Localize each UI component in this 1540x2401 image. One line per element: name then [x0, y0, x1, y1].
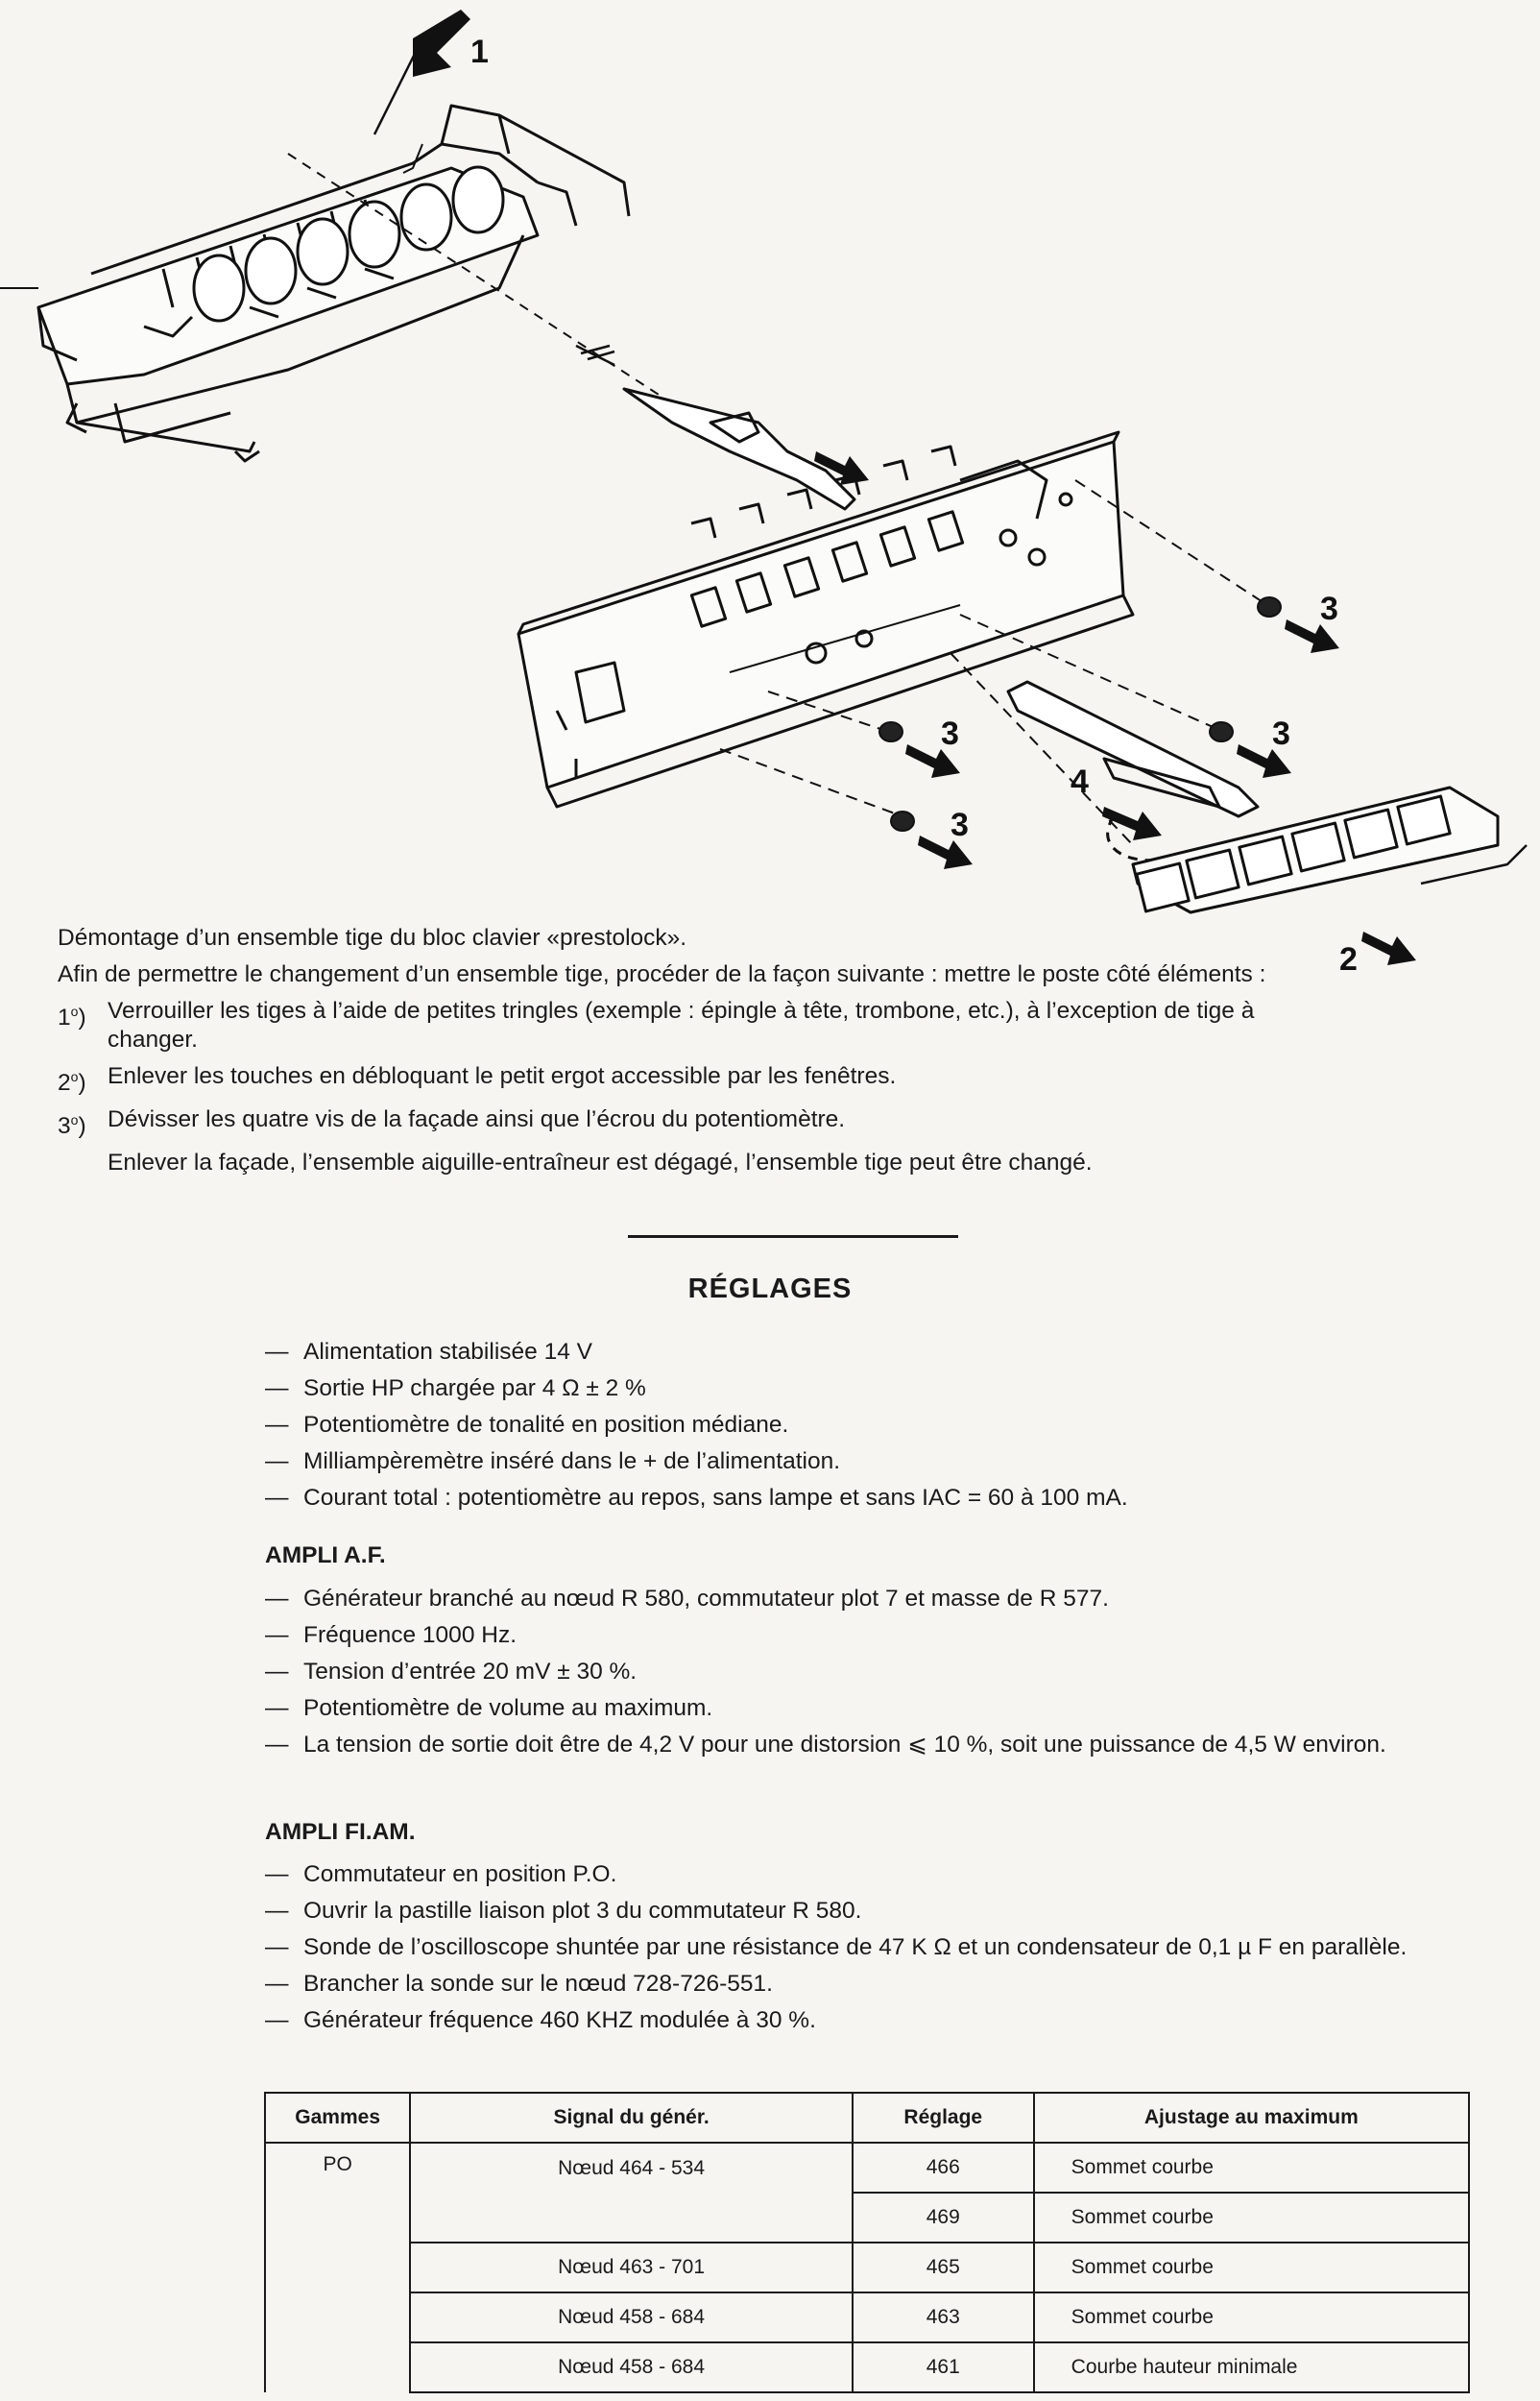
list-item: — Courant total : potentiomètre au repos, sans lampe et sans IAC = 60 à 100 mA. — [265, 1485, 1128, 1511]
list-item: — Brancher la sonde sur le nœud 728-726-551. — [265, 1971, 773, 1997]
callout-3c: 3 — [941, 715, 959, 752]
cell-ajustage: Courbe hauteur minimale — [1034, 2342, 1469, 2392]
step-2 — [58, 1062, 1267, 1098]
bracket-piece — [1008, 682, 1258, 861]
list-item: — La tension de sortie doit être de 4,2 V pour une distorsion ⩽ 10 %, soit une puissance de 4,5 W environ. — [265, 1732, 1386, 1758]
instructions-intro: Afin de permettre le changement d’un ensemble tige, procéder de la façon suivante : mettre le poste côté éléments : — [58, 961, 1266, 987]
list-item: — Sortie HP chargée par 4 Ω ± 2 % — [265, 1375, 646, 1401]
cell-signal: Nœud 458 - 684 — [410, 2342, 853, 2392]
list-item: — Potentiomètre de volume au maximum. — [265, 1695, 713, 1721]
callout-3a: 3 — [1320, 591, 1338, 627]
instructions-final: Enlever la façade, l’ensemble aiguille-entraîneur est dégagé, l’ensemble tige peut être changé. — [108, 1150, 1093, 1176]
step-text: Verrouiller les tiges à l’aide de petites tringles (exemple : épingle à tête, trombone, etc.), à l’exception de tige à changer. — [108, 998, 1255, 1053]
table-row — [265, 2292, 1469, 2342]
table-row — [265, 2193, 1469, 2243]
cell-reglage: 465 — [853, 2243, 1034, 2292]
cell-reglage: 461 — [853, 2342, 1034, 2392]
cell-reglage: 469 — [853, 2193, 1034, 2243]
table-header-row — [265, 2093, 1469, 2143]
cell-signal: Nœud 464 - 534 — [410, 2143, 853, 2193]
ampli-fi-list — [265, 1860, 1484, 2043]
callout-2: 2 — [1339, 941, 1358, 978]
header-reglage: Réglage — [853, 2093, 1034, 2143]
step-number: 3$^o$) — [58, 1112, 86, 1140]
alignment-table — [264, 2092, 1470, 2393]
cell-signal: Nœud 458 - 684 — [410, 2292, 853, 2342]
cell-ajustage: Sommet courbe — [1034, 2143, 1469, 2193]
list-item: — Fréquence 1000 Hz. — [265, 1622, 517, 1648]
step-text: Enlever les touches en débloquant le petit ergot accessible par les fenêtres. — [108, 1063, 897, 1089]
cell-gamme: PO — [265, 2143, 410, 2392]
list-item: — Ouvrir la pastille liaison plot 3 du commutateur R 580. — [265, 1898, 862, 1924]
ampli-fi-title: AMPLI FI.AM. — [265, 1819, 416, 1845]
list-item: — Tension d’entrée 20 mV ± 30 %. — [265, 1659, 638, 1685]
header-signal: Signal du génér. — [410, 2093, 853, 2143]
ampli-af-title: AMPLI A.F. — [265, 1542, 386, 1568]
list-item: — Alimentation stabilisée 14 V — [265, 1339, 592, 1365]
ampli-af-list — [265, 1585, 1484, 1767]
callout-4: 4 — [1071, 764, 1089, 800]
table-row — [265, 2143, 1469, 2193]
cell-signal: Nœud 463 - 701 — [410, 2243, 853, 2292]
callout-3b: 3 — [1272, 715, 1290, 752]
list-item: — Potentiomètre de tonalité en position médiane. — [265, 1412, 789, 1438]
step-3 — [58, 1105, 1267, 1141]
list-item: — Commutateur en position P.O. — [265, 1861, 617, 1887]
header-ajustage: Ajustage au maximum — [1034, 2093, 1469, 2143]
list-item: — Sonde de l’oscilloscope shuntée par une résistance de 47 K Ω et un condensateur de 0,1 µ F en parallèle. — [265, 1934, 1408, 1960]
list-item: — Générateur branché au nœud R 580, commutateur plot 7 et masse de R 577. — [265, 1586, 1109, 1612]
reglages-title: RÉGLAGES — [687, 1273, 853, 1304]
step-text: Dévisser les quatre vis de la façade ainsi que l’écrou du potentiomètre. — [108, 1106, 846, 1133]
section-divider — [628, 1235, 958, 1238]
cell-ajustage: Sommet courbe — [1034, 2292, 1469, 2342]
list-item: — Générateur fréquence 460 KHZ modulée à 30 %. — [265, 2007, 816, 2033]
needle-driver-piece — [624, 389, 854, 509]
callout-3d: 3 — [950, 807, 969, 843]
general-settings-list — [265, 1338, 1484, 1520]
instructions-title: Démontage d’un ensemble tige du bloc clavier «prestolock». — [58, 925, 687, 951]
key-caps-row — [1133, 788, 1527, 912]
step-number: 2$^o$) — [58, 1069, 86, 1097]
cell-reglage: 466 — [853, 2143, 1034, 2193]
disassembly-instructions — [58, 924, 1267, 1185]
list-item: — Milliampèremètre inséré dans le + de l’alimentation. — [265, 1448, 841, 1474]
arrow-1 — [413, 10, 470, 77]
step-1 — [58, 997, 1267, 1055]
table-row — [265, 2243, 1469, 2292]
cell-signal — [410, 2193, 853, 2243]
cell-ajustage: Sommet courbe — [1034, 2193, 1469, 2243]
callout-1: 1 — [470, 34, 489, 70]
key-block-assembly — [0, 38, 672, 461]
cell-ajustage: Sommet courbe — [1034, 2243, 1469, 2292]
header-gammes: Gammes — [265, 2093, 410, 2143]
table-row — [265, 2342, 1469, 2392]
step-number: 1$^o$) — [58, 1004, 86, 1031]
cell-reglage: 463 — [853, 2292, 1034, 2342]
